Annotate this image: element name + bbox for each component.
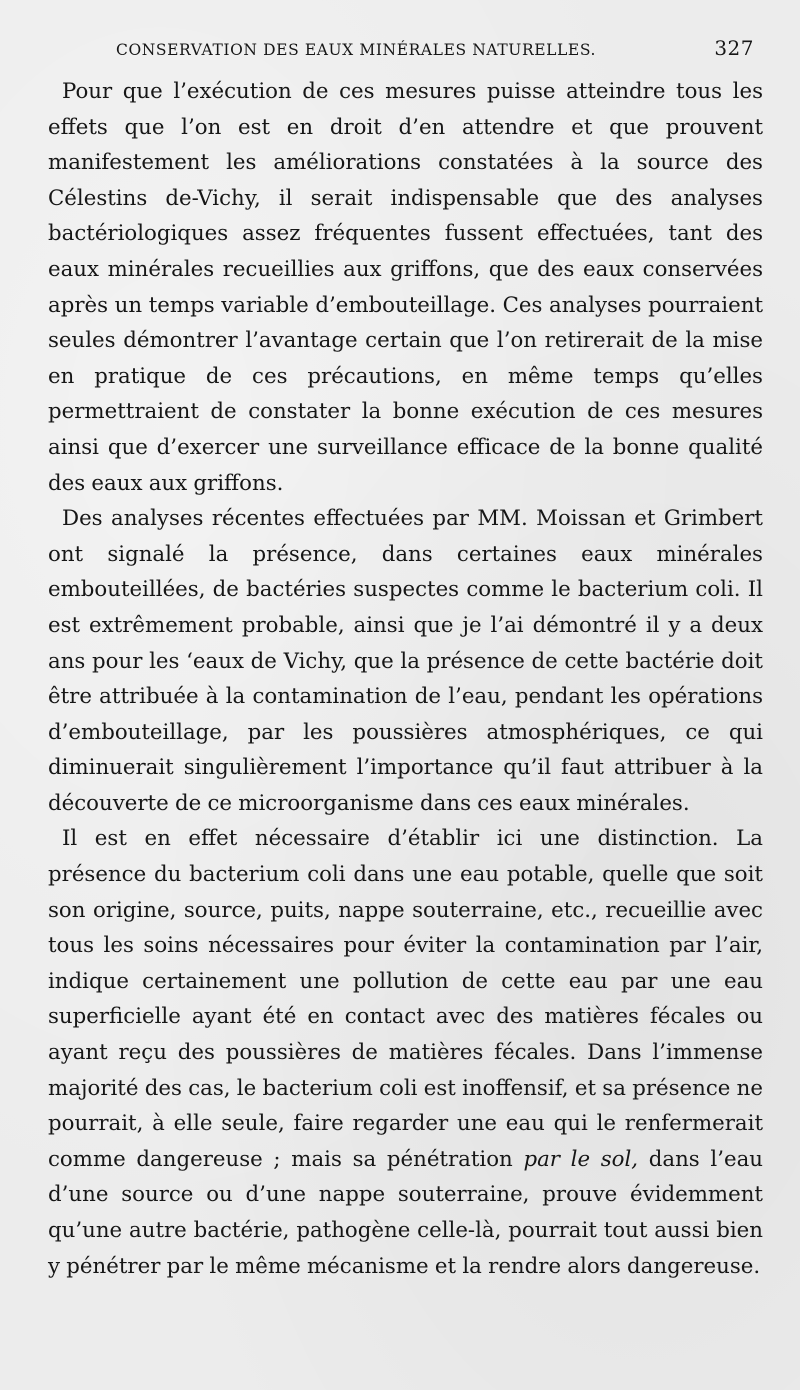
page-number: 327	[714, 36, 754, 60]
running-title: CONSERVATION DES EAUX MINÉRALES NATURELLES.	[116, 41, 597, 59]
body-text	[48, 74, 763, 1284]
running-head	[116, 36, 754, 66]
paragraph-3-part-2: dans l’eau d’une source ou d’une nappe souterraine, prouve évidemment qu’une autre bactérie, pathogène celle-là, pourrait tout aussi bien y pénétrer par le même mécanisme et la rendre alors dangereuse.	[48, 1146, 763, 1279]
paragraph-3	[48, 821, 763, 1284]
paragraph-1: Pour que l’exécution de ces mesures puisse atteindre tous les effets que l’on est en droit d’en attendre et que prouvent manifestement les améliorations constatées à la source des Célestins de-Vichy, il serait indispensable que des analyses bactériologiques assez fréquentes fussent effectuées, tant des eaux minérales recueillies aux griffons, que des eaux conservées après un temps variable d’embouteillage. Ces analyses pourraient seules démontrer l’avantage certain que l’on retirerait de la mise en pratique de ces précautions, en même temps qu’elles permettraient de constater la bonne exécution de ces mesures ainsi que d’exercer une surveillance efficace de la bonne qualité des eaux aux griffons.	[48, 79, 763, 496]
paragraph-2: Des analyses récentes effectuées par MM. Moissan et Grimbert ont signalé la présence, dans certaines eaux minérales embouteillées, de bactéries suspectes comme le bacterium coli. Il est extrêmement probable, ainsi que je l’ai démontré il y a deux ans pour les ‘eaux de Vichy, que la présence de cette bactérie doit être attribuée à la contamination de l’eau, pendant les opérations d’embouteillage, par les poussières atmosphériques, ce qui diminuerait singulièrement l’importance qu’il faut attribuer à la découverte de ce microorganisme dans ces eaux minérales.	[48, 506, 763, 816]
paragraph-3-part-1: Il est en effet nécessaire d’établir ici une distinction. La présence du bacterium coli dans une eau potable, quelle que soit son origine, source, puits, nappe souterraine, etc., recueillie avec tous les soins nécessaires pour éviter la contamination par l’air, indique certainement une pollution de cette eau par une eau superficielle ayant été en contact avec des matières fécales ou ayant reçu des poussières de matières fécales. Dans l’immense majorité des cas, le bacterium coli est inoffensif, et sa présence ne pourrait, à elle seule, faire regarder une eau qui le renfermerait comme dangereuse ; mais sa pénétration	[48, 826, 763, 1172]
italic-emphasis: par le sol,	[523, 1146, 639, 1172]
